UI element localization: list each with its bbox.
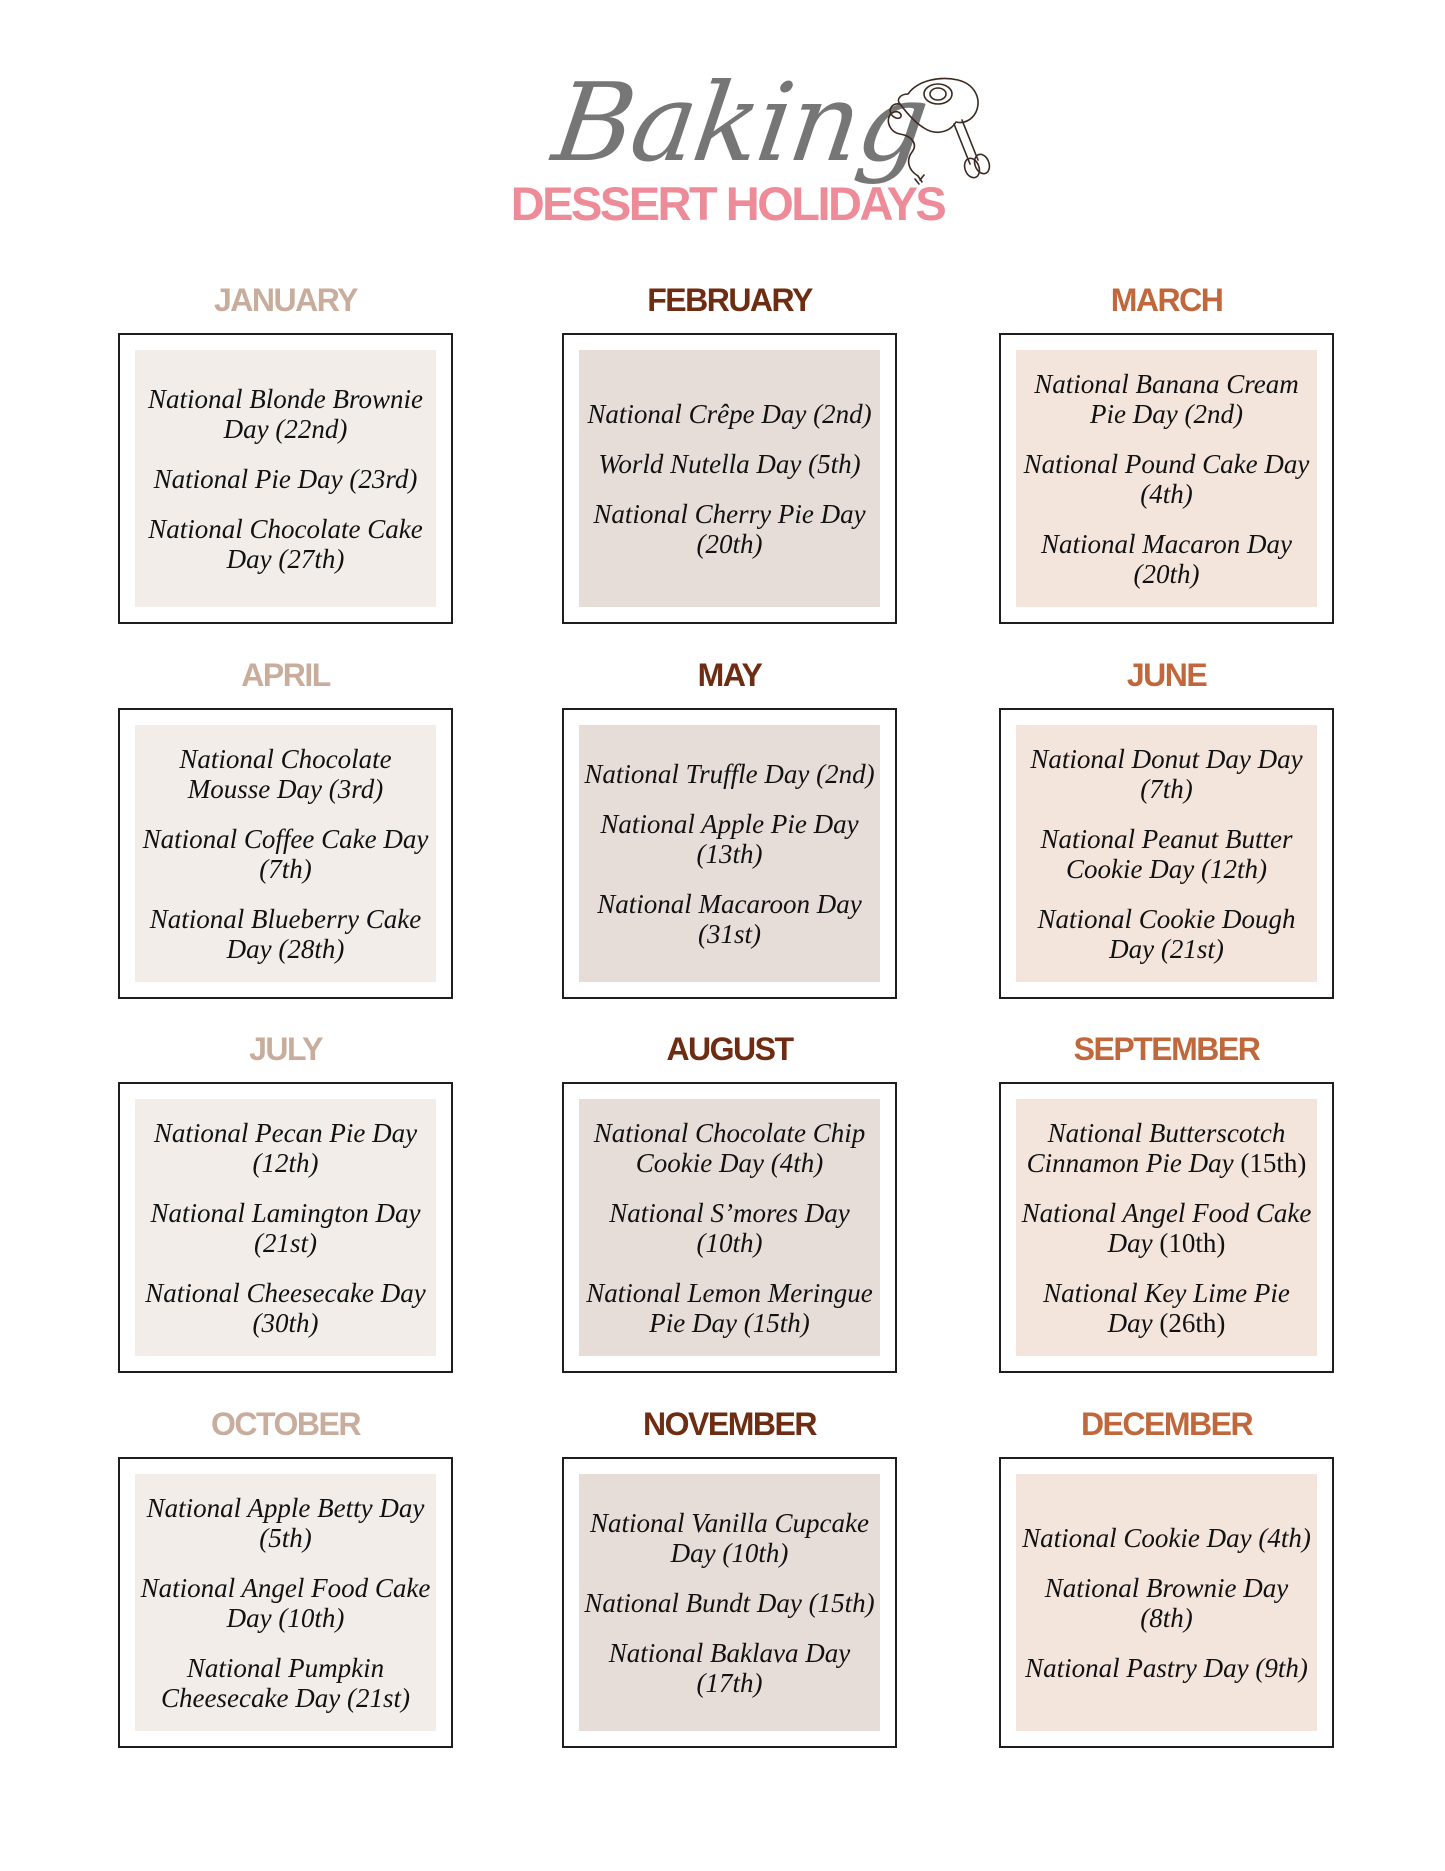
holiday-name: National Peanut Butter Cookie Day (12th) (1040, 823, 1293, 884)
holiday-item (139, 1653, 432, 1713)
holiday-item (139, 1198, 432, 1258)
holiday-item (1020, 369, 1313, 429)
holiday-box (118, 1457, 453, 1748)
holiday-name: National S’mores Day (10th) (609, 1197, 850, 1258)
holiday-item (139, 384, 432, 444)
holiday-name: National Angel Food Cake Day (10th) (140, 1572, 431, 1633)
holiday-list (579, 725, 880, 982)
holiday-name: National Coffee Cake Day (7th) (142, 823, 429, 884)
month-title: OCTOBER (211, 1406, 360, 1442)
holiday-item (583, 499, 876, 559)
holiday-item (584, 1588, 874, 1618)
month-title: FEBRUARY (647, 282, 812, 318)
holiday-item (583, 1508, 876, 1568)
holiday-item (139, 1278, 432, 1338)
holiday-name: National Pecan Pie Day (12th) (153, 1117, 418, 1178)
month-title: MARCH (1110, 282, 1223, 318)
holiday-list (579, 1099, 880, 1356)
holiday-name: National Blonde Brownie Day (22nd) (148, 383, 423, 444)
holiday-name: National Cookie Day (4th) (1022, 1522, 1311, 1553)
holiday-list (1016, 1474, 1317, 1731)
holiday-box (999, 708, 1334, 999)
holiday-item (583, 1118, 876, 1178)
holiday-name: National Pastry Day (9th) (1025, 1652, 1308, 1683)
holiday-name: National Vanilla Cupcake Day (10th) (590, 1507, 869, 1568)
month-title: JANUARY (214, 282, 357, 318)
holiday-list (135, 1474, 436, 1731)
holiday-name: National Cherry Pie Day (20th) (593, 498, 866, 559)
holiday-item (139, 744, 432, 804)
holiday-list (1016, 1099, 1317, 1356)
holiday-box (562, 1457, 897, 1748)
holiday-list (135, 350, 436, 607)
holiday-list (579, 1474, 880, 1731)
holiday-date: (10th) (1159, 1227, 1226, 1258)
holiday-item (1020, 1198, 1313, 1258)
holiday-name: National Macaroon Day (31st) (597, 888, 862, 949)
holiday-item (1020, 824, 1313, 884)
holiday-item (1020, 449, 1313, 509)
holiday-item (583, 809, 876, 869)
holiday-name: National Banana Cream Pie Day (2nd) (1034, 368, 1299, 429)
holiday-name: National Lamington Day (21st) (150, 1197, 421, 1258)
holiday-box (999, 333, 1334, 624)
holiday-box (562, 333, 897, 624)
month-title: APRIL (241, 657, 330, 693)
holiday-item (139, 1493, 432, 1553)
holiday-box (118, 1082, 453, 1373)
holiday-box (118, 708, 453, 999)
holiday-item (1022, 1523, 1311, 1553)
holiday-item (1020, 744, 1313, 804)
holiday-name: National Butterscotch Cinnamon Pie Day (1026, 1117, 1286, 1178)
holiday-item (1020, 904, 1313, 964)
holiday-item (598, 449, 860, 479)
holiday-item (1020, 1118, 1313, 1178)
holiday-item (583, 1198, 876, 1258)
month-title: MAY (697, 657, 762, 693)
holiday-date: (15th) (1240, 1147, 1307, 1178)
holiday-item (584, 759, 874, 789)
script-title: Baking (546, 61, 935, 186)
page-header (0, 0, 1445, 250)
holiday-list (135, 1099, 436, 1356)
month-title: SEPTEMBER (1073, 1031, 1260, 1067)
holiday-name: National Bundt Day (15th) (584, 1587, 875, 1618)
holiday-item (583, 889, 876, 949)
holiday-name: National Crêpe Day (2nd) (587, 398, 872, 429)
month-title: JUNE (1126, 657, 1207, 693)
holiday-name: National Key Lime Pie Day (1043, 1277, 1290, 1338)
subtitle: DESSERT HOLIDAYS (510, 177, 945, 230)
month-title: DECEMBER (1080, 1406, 1253, 1442)
holiday-item (139, 904, 432, 964)
hand-mixer-icon (878, 72, 1000, 192)
holiday-item (1020, 1278, 1313, 1338)
holiday-name: World Nutella Day (5th) (598, 448, 861, 479)
holiday-item (583, 1278, 876, 1338)
holiday-name: National Apple Betty Day (5th) (146, 1492, 425, 1553)
holiday-item (1020, 1573, 1313, 1633)
holiday-name: National Macaron Day (20th) (1041, 528, 1292, 589)
holiday-box (999, 1082, 1334, 1373)
holiday-item (1020, 529, 1313, 589)
holiday-date: (26th) (1159, 1307, 1226, 1338)
holiday-item (1025, 1653, 1308, 1683)
holiday-box (118, 333, 453, 624)
holiday-name: National Brownie Day (8th) (1044, 1572, 1289, 1633)
holiday-box (999, 1457, 1334, 1748)
month-title: JULY (249, 1031, 322, 1067)
month-title: NOVEMBER (643, 1406, 816, 1442)
holiday-list (135, 725, 436, 982)
holiday-list (1016, 350, 1317, 607)
holiday-name: National Cheesecake Day (30th) (145, 1277, 426, 1338)
holiday-name: National Chocolate Chip Cookie Day (4th) (593, 1117, 866, 1178)
holiday-item (139, 1573, 432, 1633)
holiday-name: National Cookie Dough Day (21st) (1037, 903, 1296, 964)
holiday-name: National Chocolate Mousse Day (3rd) (179, 743, 392, 804)
holiday-name: National Donut Day Day (7th) (1030, 743, 1303, 804)
holiday-item (154, 464, 418, 494)
month-title: AUGUST (666, 1031, 793, 1067)
holiday-name: National Apple Pie Day (13th) (600, 808, 859, 869)
holiday-name: National Pound Cake Day (4th) (1023, 448, 1310, 509)
holiday-box (562, 708, 897, 999)
holiday-name: National Angel Food Cake Day (1021, 1197, 1312, 1258)
holiday-list (1016, 725, 1317, 982)
holiday-name: National Baklava Day (17th) (608, 1637, 851, 1698)
holiday-box (562, 1082, 897, 1373)
holiday-name: National Lemon Meringue Pie Day (15th) (586, 1277, 873, 1338)
holiday-item (139, 1118, 432, 1178)
holiday-item (587, 399, 871, 429)
holiday-name: National Chocolate Cake Day (27th) (148, 513, 423, 574)
holiday-list (579, 350, 880, 607)
holiday-name: National Truffle Day (2nd) (584, 758, 875, 789)
holiday-item (139, 824, 432, 884)
holiday-name: National Blueberry Cake Day (28th) (149, 903, 422, 964)
holiday-name: National Pie Day (23rd) (153, 463, 418, 494)
holiday-item (583, 1638, 876, 1698)
holiday-item (139, 514, 432, 574)
holiday-name: National Pumpkin Cheesecake Day (21st) (161, 1652, 410, 1713)
